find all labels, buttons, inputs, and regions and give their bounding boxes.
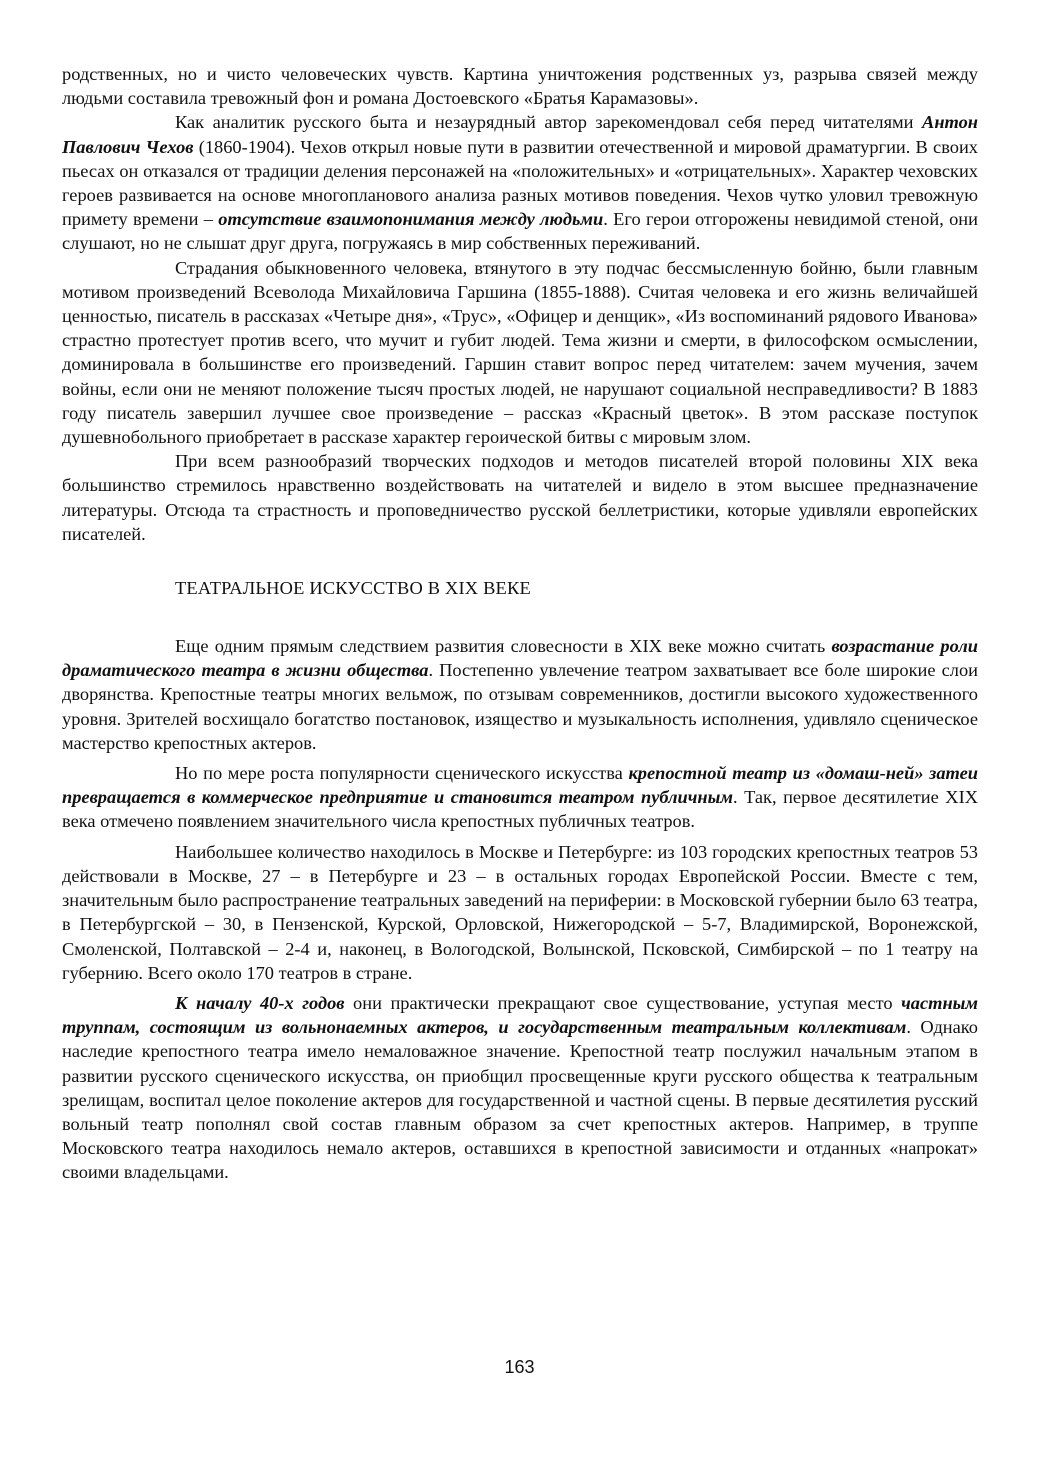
chekhov-name: Антон Павлович Чехов bbox=[62, 112, 978, 157]
paragraph-theatre-counts: Наибольшее количество находилось в Москве и Петербурге: из 103 городских крепостных театров 53 действовали в Москве, 27 – в Петербурге и 23 – в остальных городах Европейской России. Вместе с тем, значительным было распространение театральных заведений на периферии: в Московской губернии было 63 театра, в Петербургской – 30, в Пензенской, Курской, Орловской, Нижегородской – 5-7, Владимирской, Воронежской, Смоленской, Полтавской – 2-4 и, наконец, в Вологодской, Волынской, Псковской, Симбирской – по 1 театру на губернию. Всего около 170 театров в стране. bbox=[62, 841, 978, 983]
section-heading: ТЕАТРАЛЬНОЕ ИСКУССТВО В XIX ВЕКЕ bbox=[175, 578, 531, 599]
paragraph-forties bbox=[62, 991, 978, 1185]
theatre-role-emphasis: возрастание роли драматического театра в жизни общества bbox=[62, 636, 978, 681]
paragraph-theatre-role bbox=[62, 634, 978, 755]
chekhov-text-3: . Его герои отгорожены невидимой стеной, они слушают, но не слышат друг друга, погружаясь в мир собственных переживаний. bbox=[62, 209, 978, 254]
forties-text-1: они практически прекращают свое существование, уступая место bbox=[344, 992, 902, 1013]
theatre-role-text-2: . Постепенно увлечение театром захватывает все боле широкие слои дворянства. Крепостные театры многих вельмож, по отзывам современников, достигли высокого художественного уровня. Зрителей восхищало богатство постановок, изящество и музыкальность исполнения, удивляло сценическое мастерство крепостных актеров. bbox=[62, 660, 978, 753]
paragraph-serf-theatre bbox=[62, 761, 978, 834]
chekhov-text-2: (1860-1904). Чехов открыл новые пути в развитии отечественной и мировой драматургии. В своих пьесах он отказался от традиции деления персонажей на «положительных» и «отрицательных». Характер чеховских героев развивается на основе многопланового анализа разных мотивов поведения. Чехов чутко уловил тревожную примету времени – bbox=[62, 136, 978, 230]
paragraph-chekhov bbox=[62, 110, 978, 255]
paragraph-garshin: Страдания обыкновенного человека, втянутого в эту подчас бессмысленную бойню, были главным мотивом произведений Всеволода Михайловича Гаршина (1855-1888). Считая человека и его жизнь величайшей ценностью, писатель в рассказах «Четыре дня», «Трус», «Офицер и денщик», «Из воспоминаний рядового Иванова» страстно протестует против всего, что мучит и губит людей. Тема жизни и смерти, в философском осмыслении, доминировала в большинстве его произведений. Гаршин ставит вопрос перед читателем: зачем мучения, зачем войны, если они не меняют положение тысяч простых людей, не нарушают социальной несправедливости? В 1883 году писатель завершил лучшее свое произведение – рассказ «Красный цветок». В этом рассказе поступок душевнобольного приобретает в рассказе характер героической битвы с мировым злом. bbox=[62, 257, 978, 448]
paragraph-diversity: При всем разнообразий творческих подходов и методов писателей второй половины XIX века большинство стремилось нравственно воздействовать на читателей и видело в этом высшее предназначение литературы. Отсюда та страстность и проповедничество русской беллетристики, которые удивляли европейских писателей. bbox=[62, 451, 978, 544]
forties-emphasis-1: К началу 40-х годов bbox=[175, 992, 345, 1013]
page-body bbox=[62, 62, 978, 1185]
forties-emphasis-2: частным труппам, состоящим из вольнонаемных актеров, и государственным театральным коллективам bbox=[62, 992, 979, 1038]
theatre-role-text-1: Еще одним прямым следствием развития словесности в XIX веке можно считать bbox=[175, 636, 832, 657]
chekhov-text-1: Как аналитик русского быта и незаурядный автор зарекомендовал себя перед читателями bbox=[175, 112, 923, 133]
serf-theatre-emphasis: крепостной театр из «домаш-ней» затеи превращается в коммерческое предприятие и становится театром публичным bbox=[62, 763, 978, 808]
serf-theatre-text-1: Но по мере роста популярности сценического искусства bbox=[175, 763, 629, 784]
serf-theatre-text-2: . Так, первое десятилетие XIX века отмечено появлением значительного числа крепостных публичных театров. bbox=[62, 787, 978, 832]
paragraph-1: родственных, но и чисто человеческих чувств. Картина уничтожения родственных уз, разрыва связей между людьми составила тревожный фон и романа Достоевского «Братья Карамазовы». bbox=[62, 64, 978, 109]
page-number: 163 bbox=[504, 1357, 535, 1377]
chekhov-emphasis: отсутствие взаимопонимания между людьми bbox=[218, 209, 604, 230]
forties-text-2: . Однако наследие крепостного театра имело немаловажное значение. Крепостной театр послужил начальным этапом в развитии русского сценического искусства, он приобщил просвещенные круги русского общества к театральным зрелищам, воспитал целое поколение актеров для государственной и частной сцены. В первые десятилетия русский вольный театр пополнял свой состав главным образом за счет крепостных актеров. Например, в труппе Московского театра находилось немало актеров, оставшихся в крепостной зависимости и отданных «напрокат» своими владельцами. bbox=[62, 1017, 978, 1183]
